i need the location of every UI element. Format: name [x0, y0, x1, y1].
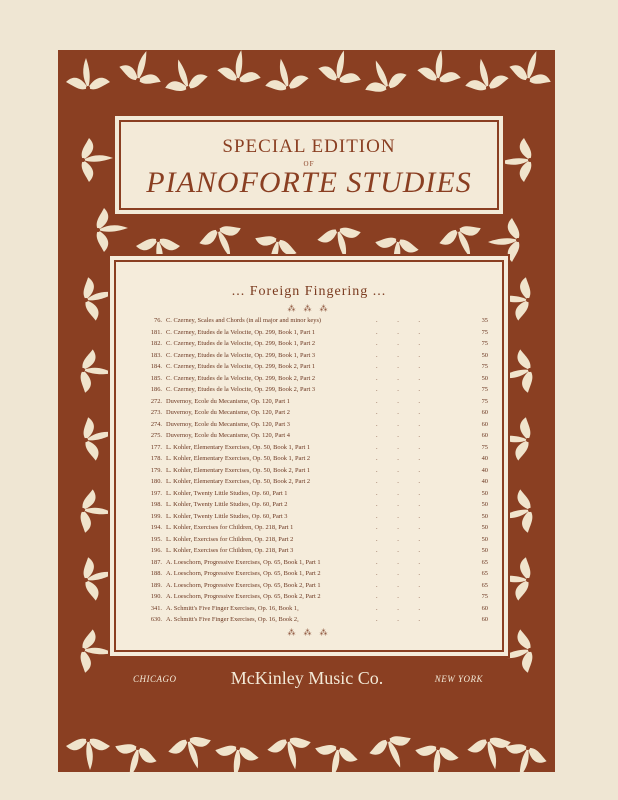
list-item — [130, 444, 490, 456]
leader-dots: . . . — [376, 351, 429, 359]
item-number: 182. — [150, 340, 162, 347]
item-number: 183. — [150, 351, 162, 359]
list-item — [130, 363, 490, 375]
list-item — [130, 616, 490, 628]
leader-dots: . . . — [376, 570, 429, 577]
page-title: PIANOFORTE STUDIES — [146, 166, 472, 199]
leader-dots: . . . — [376, 616, 429, 623]
item-description: L. Kohler, Twenty Little Studies, Op. 60, Part 1 — [166, 489, 288, 497]
item-number: 274. — [150, 420, 162, 428]
leader-dots: . . . — [376, 363, 429, 370]
leader-dots: . . . — [376, 317, 429, 324]
leader-dots: . . . — [376, 432, 429, 439]
list-item — [130, 432, 490, 444]
item-number: 196. — [150, 547, 162, 554]
list-item — [130, 490, 490, 502]
item-price: 75 — [481, 328, 488, 336]
item-description: L. Kohler, Elementary Exercises, Op. 50, Book 1, Part 2 — [166, 455, 311, 462]
catalog-list — [130, 317, 490, 628]
item-price: 75 — [481, 363, 488, 370]
item-number: 199. — [150, 512, 162, 520]
item-number: 189. — [150, 581, 162, 589]
item-price: 65 — [481, 581, 488, 589]
list-item — [130, 582, 490, 594]
leader-dots: . . . — [376, 374, 429, 382]
list-item — [130, 559, 490, 571]
item-price: 50 — [481, 512, 488, 520]
list-item — [130, 398, 490, 410]
leader-dots: . . . — [376, 386, 429, 393]
item-number: 180. — [150, 478, 162, 485]
list-item — [130, 605, 490, 617]
item-description: C. Czerney, Etudes de la Velocite, Op. 299, Book 2, Part 3 — [166, 386, 316, 393]
item-price: 40 — [481, 466, 488, 474]
leader-dots: . . . — [376, 340, 429, 347]
item-price: 50 — [481, 489, 488, 497]
leader-dots: . . . — [376, 604, 429, 612]
item-number: 197. — [150, 489, 162, 497]
item-price: 60 — [481, 432, 488, 439]
item-number: 275. — [150, 432, 162, 439]
item-number: 186. — [150, 386, 162, 393]
item-number: 187. — [150, 558, 162, 566]
leader-dots: . . . — [376, 535, 429, 543]
list-item — [130, 375, 490, 387]
item-price: 60 — [481, 420, 488, 428]
item-price: 40 — [481, 478, 488, 485]
item-number: 198. — [150, 501, 162, 508]
list-item — [130, 524, 490, 536]
publisher-bar — [119, 658, 495, 702]
item-description: L. Kohler, Exercises for Children, Op. 218, Part 3 — [166, 547, 294, 554]
item-description: A. Schmitt's Five Finger Exercises, Op. 16, Book 1, — [166, 604, 299, 612]
item-number: 184. — [150, 363, 162, 370]
item-description: C. Czerney, Etudes de la Velocite, Op. 299, Book 2, Part 1 — [166, 363, 316, 370]
item-number: 178. — [150, 455, 162, 462]
list-item — [130, 329, 490, 341]
list-item — [130, 501, 490, 513]
list-item — [130, 386, 490, 398]
item-price: 50 — [481, 535, 488, 543]
item-price: 75 — [481, 397, 488, 405]
item-price: 50 — [481, 547, 488, 554]
list-item — [130, 478, 490, 490]
item-number: 177. — [150, 443, 162, 451]
item-description: L. Kohler, Elementary Exercises, Op. 50, Book 1, Part 1 — [166, 443, 311, 451]
item-price: 50 — [481, 524, 488, 531]
leader-dots: . . . — [376, 581, 429, 589]
leader-dots: . . . — [376, 478, 429, 485]
item-number: 190. — [150, 593, 162, 600]
list-item — [130, 570, 490, 582]
list-item — [130, 409, 490, 421]
item-price: 60 — [481, 604, 488, 612]
item-number: 181. — [150, 328, 162, 336]
item-price: 50 — [481, 501, 488, 508]
item-description: L. Kohler, Elementary Exercises, Op. 50, Book 2, Part 1 — [166, 466, 311, 474]
item-number: 194. — [150, 524, 162, 531]
item-price: 40 — [481, 455, 488, 462]
leader-dots: . . . — [376, 466, 429, 474]
item-description: A. Schmitt's Five Finger Exercises, Op. 16, Book 2, — [166, 616, 299, 623]
city-left: CHICAGO — [133, 674, 177, 684]
title-panel — [119, 120, 499, 210]
item-number: 179. — [150, 466, 162, 474]
leader-dots: . . . — [376, 455, 429, 462]
leader-dots: . . . — [376, 489, 429, 497]
item-description: L. Kohler, Twenty Little Studies, Op. 60, Part 2 — [166, 501, 288, 508]
list-item — [130, 421, 490, 433]
item-price: 65 — [481, 558, 488, 566]
item-description: L. Kohler, Elementary Exercises, Op. 50, Book 2, Part 2 — [166, 478, 311, 485]
item-description: A. Loeschorn, Progressive Exercises, Op. 65, Book 1, Part 2 — [166, 570, 321, 577]
item-number: 630. — [150, 616, 162, 623]
list-item — [130, 467, 490, 479]
ornament-bottom: ⁂ ⁂ ⁂ — [287, 628, 331, 637]
item-number: 273. — [150, 409, 162, 416]
leader-dots: . . . — [376, 524, 429, 531]
item-description: C. Czerney, Etudes de la Velocite, Op. 299, Book 1, Part 2 — [166, 340, 316, 347]
item-description: Duvernoy, Ecole du Mecanisme, Op. 120, Part 3 — [166, 420, 290, 428]
item-description: A. Loeschorn, Progressive Exercises, Op. 65, Book 1, Part 1 — [166, 558, 321, 566]
item-price: 60 — [481, 409, 488, 416]
catalog-panel — [114, 260, 504, 652]
leader-dots: . . . — [376, 409, 429, 416]
of-label: OF — [303, 160, 315, 168]
leader-dots: . . . — [376, 558, 429, 566]
item-number: 185. — [150, 374, 162, 382]
special-edition-label: SPECIAL EDITION — [222, 136, 396, 157]
item-price: 65 — [481, 570, 488, 577]
item-price: 75 — [481, 593, 488, 600]
item-description: Duvernoy, Ecole du Mecanisme, Op. 120, Part 1 — [166, 397, 290, 405]
item-price: 75 — [481, 443, 488, 451]
item-description: Duvernoy, Ecole du Mecanisme, Op. 120, Part 4 — [166, 432, 290, 439]
item-description: C. Czerney, Etudes de la Velocite, Op. 299, Book 1, Part 1 — [166, 328, 316, 336]
ornament-top: ⁂ ⁂ ⁂ — [287, 304, 331, 313]
item-number: 272. — [150, 397, 162, 405]
leader-dots: . . . — [376, 547, 429, 554]
list-item — [130, 547, 490, 559]
list-item — [130, 340, 490, 352]
item-number: 195. — [150, 535, 162, 543]
item-description: L. Kohler, Exercises for Children, Op. 218, Part 2 — [166, 535, 294, 543]
item-description: A. Loeschorn, Progressive Exercises, Op. 65, Book 2, Part 1 — [166, 581, 321, 589]
foreign-fingering-heading: ... Foreign Fingering ... — [231, 284, 387, 299]
item-description: Duvernoy, Ecole du Mecanisme, Op. 120, Part 2 — [166, 409, 290, 416]
item-price: 75 — [481, 340, 488, 347]
list-item — [130, 352, 490, 364]
item-price: 75 — [481, 386, 488, 393]
item-price: 60 — [481, 616, 488, 623]
item-number: 188. — [150, 570, 162, 577]
item-description: L. Kohler, Exercises for Children, Op. 218, Part 1 — [166, 524, 294, 531]
item-number: 76. — [154, 317, 162, 324]
item-price: 50 — [481, 374, 488, 382]
item-description: C. Czerney, Etudes de la Velocite, Op. 299, Book 1, Part 3 — [166, 351, 316, 359]
list-item — [130, 455, 490, 467]
city-right: NEW YORK — [434, 674, 483, 684]
item-description: A. Loeschorn, Progressive Exercises, Op. 65, Book 2, Part 2 — [166, 593, 321, 600]
item-number: 341. — [150, 604, 162, 612]
item-description: C. Czerney, Scales and Chords (in all major and minor keys) — [166, 317, 322, 324]
leader-dots: . . . — [376, 443, 429, 451]
leader-dots: . . . — [376, 328, 429, 336]
item-description: C. Czerney, Etudes de la Velocite, Op. 299, Book 2, Part 2 — [166, 374, 316, 382]
leader-dots: . . . — [376, 512, 429, 520]
publisher-name: McKinley Music Co. — [230, 668, 384, 688]
list-item — [130, 536, 490, 548]
leader-dots: . . . — [376, 501, 429, 508]
item-description: L. Kohler, Twenty Little Studies, Op. 60, Part 3 — [166, 512, 288, 520]
list-item — [130, 593, 490, 605]
item-price: 50 — [481, 351, 488, 359]
list-item — [130, 317, 490, 329]
leader-dots: . . . — [376, 593, 429, 600]
leader-dots: . . . — [376, 420, 429, 428]
leader-dots: . . . — [376, 397, 429, 405]
list-item — [130, 513, 490, 525]
item-price: 35 — [481, 317, 488, 324]
